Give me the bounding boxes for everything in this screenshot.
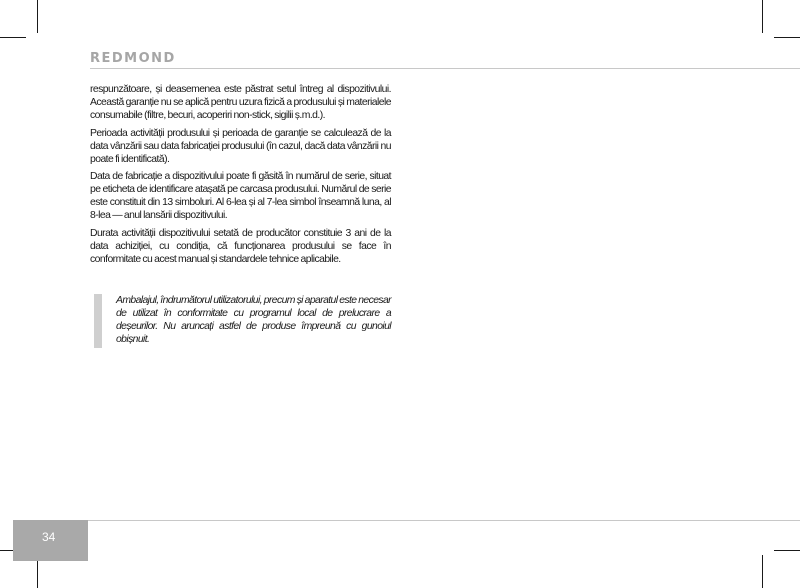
paragraph: Durata activității dispozitivului setată de producător constituie 3 ani de la data achiziției, cu condiția, că funcționarea produsului se face în conformitate cu acest manual și standardele tehnice aplicabile. (90, 228, 391, 265)
crop-mark (762, 555, 763, 588)
crop-mark (0, 37, 26, 38)
body-text (90, 84, 391, 272)
crop-mark (774, 37, 800, 38)
crop-mark (762, 0, 763, 33)
footer-divider (88, 520, 800, 521)
header-divider (90, 68, 800, 69)
paragraph: Data de fabricație a dispozitivului poate fi găsită în numărul de serie, situat pe eticheta de identificare atașată pe carcasa produsului. Numărul de serie este constituit din 13 simboluri. Al 6-lea și al 7-lea simbol înseamnă luna, al 8-lea — anul lansării dispozitivului. (90, 171, 391, 222)
note-marker-bar (94, 294, 102, 348)
note-text: Ambalajul, îndrumătorul utilizatorului, precum și aparatul este necesar de utilizat în conformitate cu programul local de prelucrare a deșeurilor. Nu aruncați astfel de produse împreună cu gunoiul obișnuit. (116, 295, 392, 345)
paragraph: Perioada activității produsului și perioada de garanție se calculează de la data vânzării sau data fabricației produsului (în cazul, dacă data vânzării nu poate fi identificată). (90, 127, 391, 165)
page-number: 34 (42, 530, 56, 544)
recycling-note (94, 294, 391, 350)
crop-mark (774, 550, 800, 551)
paragraph: respunzătoare, și deasemenea este păstrat setul întreg al dispozitivului. Această garanție nu se aplică pentru uzura fizică a produsului și materialele consumabile (filtre, becuri, acoperiri non-stick, sigilii ș.m.d.). (90, 84, 391, 121)
crop-mark (37, 0, 38, 33)
brand-logo: REDMOND (90, 51, 176, 66)
